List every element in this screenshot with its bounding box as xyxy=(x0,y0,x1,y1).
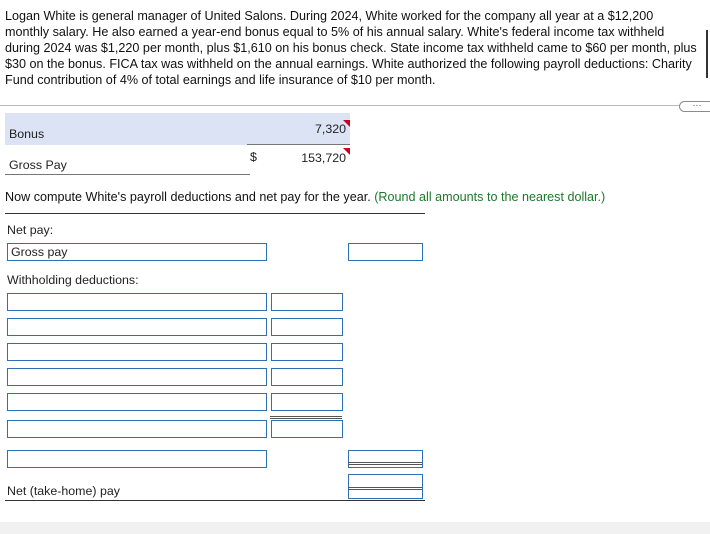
scrollbar[interactable] xyxy=(706,30,708,78)
gross-row xyxy=(5,145,350,177)
correct-flag-icon xyxy=(343,148,350,155)
gross-label: Gross Pay xyxy=(9,158,67,172)
total-double-line xyxy=(270,416,342,419)
gross-pay-amount-field[interactable] xyxy=(348,243,423,261)
bonus-label: Bonus xyxy=(9,127,45,141)
deduction-name-field[interactable] xyxy=(7,368,267,386)
withholding-heading: Withholding deductions: xyxy=(7,273,139,287)
divider xyxy=(0,105,710,106)
gross-underline xyxy=(5,174,250,175)
instruction-text: Now compute White's payroll deductions and net pay for the year. xyxy=(5,190,371,204)
deduction-name-field[interactable] xyxy=(7,343,267,361)
total-double-line xyxy=(348,462,422,465)
gross-value: 153,720 xyxy=(301,151,346,165)
divider xyxy=(5,500,425,501)
deduction-amount-field[interactable] xyxy=(271,420,343,438)
deduction-amount-field[interactable] xyxy=(271,393,343,411)
deduction-name-field[interactable] xyxy=(7,293,267,311)
deduction-amount-field[interactable] xyxy=(271,318,343,336)
gross-pay-label-field[interactable] xyxy=(7,243,267,261)
deduction-name-field[interactable] xyxy=(7,420,267,438)
problem-statement: Logan White is general manager of United Salons. During 2024, White worked for the company all year at a $12,200 monthly salary. He also earned a year-end bonus equal to 5% of his annual salary. White's federal income tax withheld during 2024 was $1,220 per month, plus $1,610 on his bonus check. State income tax withheld came to $60 per month, plus $30 on the bonus. FICA tax was withheld on the annual earnings. White authorized the following payroll deductions: Charity Fund contribution of 4% of total earnings and life insurance of $10 per month. xyxy=(5,9,697,87)
instruction xyxy=(5,190,605,204)
deduction-amount-field[interactable] xyxy=(271,343,343,361)
deduction-name-field[interactable] xyxy=(7,318,267,336)
net-pay-label: Net (take-home) pay xyxy=(7,484,120,498)
bonus-value: 7,320 xyxy=(314,122,346,136)
deduction-name-field[interactable] xyxy=(7,393,267,411)
divider xyxy=(5,213,425,214)
net-double-line xyxy=(348,487,422,490)
total-deductions-amount-field[interactable] xyxy=(348,450,423,468)
footer-bar xyxy=(0,522,710,534)
correct-flag-icon xyxy=(343,120,350,127)
deduction-amount-field[interactable] xyxy=(271,368,343,386)
bonus-row xyxy=(5,113,350,145)
currency-symbol: $ xyxy=(250,150,257,164)
total-deductions-label-field[interactable] xyxy=(7,450,267,468)
instruction-hint: (Round all amounts to the nearest dollar.) xyxy=(374,190,606,204)
more-options-button[interactable]: ⋯ xyxy=(679,101,710,112)
net-pay-heading: Net pay: xyxy=(7,223,54,237)
deduction-amount-field[interactable] xyxy=(271,293,343,311)
